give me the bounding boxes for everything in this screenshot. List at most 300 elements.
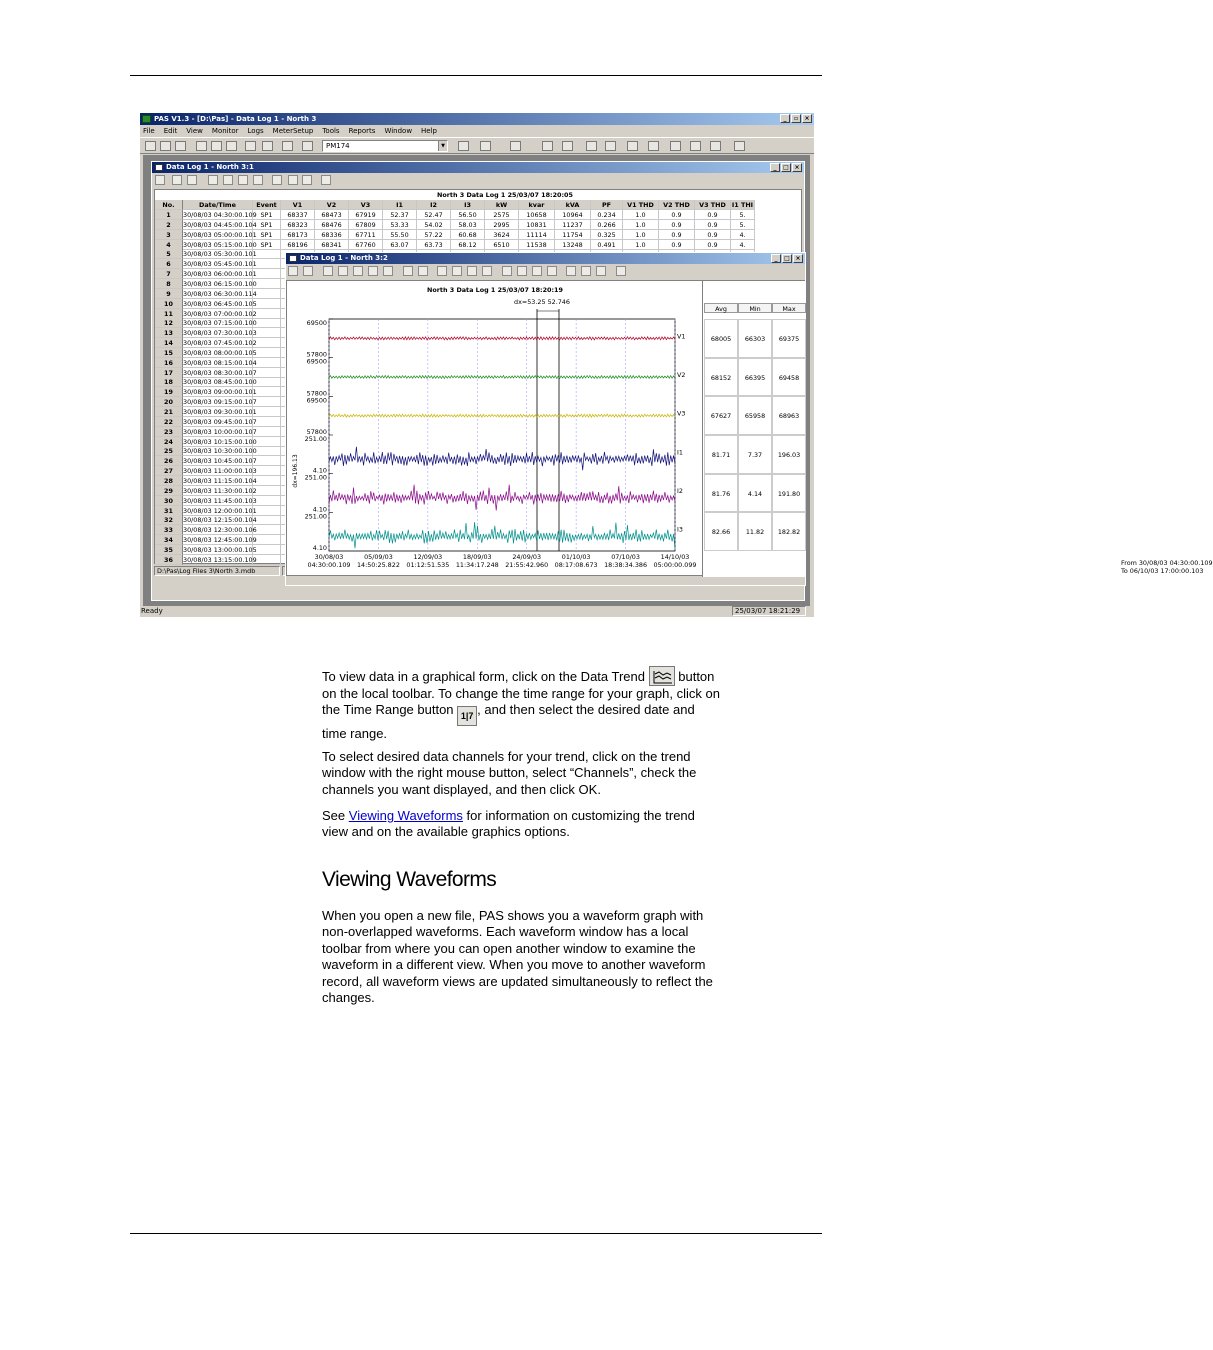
column-header: V3 THD bbox=[695, 200, 731, 210]
table-cell bbox=[253, 387, 281, 397]
close-button[interactable]: × bbox=[802, 114, 812, 123]
table-cell: 8 bbox=[155, 279, 183, 289]
y-tick-bottom: 4.10 bbox=[312, 466, 327, 475]
table-cell: 67760 bbox=[349, 240, 383, 250]
table-cell: 19 bbox=[155, 387, 183, 397]
data-trend-window bbox=[285, 252, 1213, 586]
marker-icon[interactable] bbox=[368, 266, 378, 276]
series-line-i1 bbox=[329, 447, 675, 470]
next-record-icon[interactable] bbox=[532, 266, 542, 276]
table-cell: 52.37 bbox=[383, 210, 417, 220]
channels-icon[interactable] bbox=[323, 266, 333, 276]
legend-icon[interactable] bbox=[353, 266, 363, 276]
help-icon[interactable] bbox=[616, 266, 626, 276]
table-cell bbox=[253, 535, 281, 545]
cut-icon[interactable] bbox=[196, 141, 207, 151]
channel-label: V1 bbox=[677, 332, 686, 341]
column-header: V2 THD bbox=[659, 200, 695, 210]
table-cell: 10831 bbox=[519, 220, 555, 230]
table-row[interactable] bbox=[155, 230, 805, 240]
x-tick-time: 01:12:51.535 bbox=[406, 561, 450, 569]
last-record-icon[interactable] bbox=[547, 266, 557, 276]
series-line-v1 bbox=[329, 337, 675, 340]
p1-text-b: button on the local toolbar. To change the time range for your graph, click on the Time Range button bbox=[322, 669, 720, 718]
monitor-icon[interactable] bbox=[542, 141, 553, 151]
zoom-out-icon[interactable] bbox=[418, 266, 428, 276]
column-header: V3 bbox=[349, 200, 383, 210]
table-cell bbox=[253, 358, 281, 368]
menu-reports[interactable]: Reports bbox=[348, 127, 376, 135]
help-icon[interactable] bbox=[734, 141, 745, 151]
stats-cell: 81.76 bbox=[704, 474, 738, 513]
table-cell: 11754 bbox=[555, 230, 591, 240]
table-cell bbox=[253, 407, 281, 417]
table-cell: 30/08/03 12:45:00.109 bbox=[183, 536, 257, 545]
trend-maximize-button[interactable]: □ bbox=[782, 254, 792, 263]
connect-icon[interactable] bbox=[302, 141, 313, 151]
paragraph-waveforms bbox=[322, 908, 722, 1006]
table-cell bbox=[253, 545, 281, 555]
y-tick-top: 69500 bbox=[306, 357, 327, 366]
app-titlebar bbox=[140, 113, 814, 125]
channel-label: V2 bbox=[677, 371, 686, 380]
column-header: I3 bbox=[451, 200, 485, 210]
table-cell: 34 bbox=[155, 535, 183, 545]
table-cell: 30/08/03 06:15:00.100 bbox=[183, 279, 257, 288]
x-tick-date: 18/09/03 bbox=[462, 553, 492, 561]
chevron-down-icon[interactable]: ▼ bbox=[438, 141, 447, 151]
app-title: PAS V1.3 - [D:\Pas] - Data Log 1 - North 3 bbox=[154, 115, 317, 123]
copy-icon[interactable] bbox=[211, 141, 222, 151]
expand-horizontal-icon[interactable] bbox=[467, 266, 477, 276]
status-ready: Ready bbox=[141, 607, 163, 615]
column-header: No. bbox=[155, 200, 183, 210]
minimize-button[interactable]: _ bbox=[780, 114, 790, 123]
table-cell: 30/08/03 07:45:00.102 bbox=[183, 339, 257, 348]
x-tick-time: 18:38:34.386 bbox=[604, 561, 648, 569]
table-cell: 30 bbox=[155, 496, 183, 506]
table-cell: 1.0 bbox=[623, 210, 659, 220]
paste-icon[interactable] bbox=[226, 141, 237, 151]
series-line-i2 bbox=[329, 485, 675, 511]
menu-monitor[interactable]: Monitor bbox=[211, 127, 239, 135]
table-cell bbox=[253, 289, 281, 299]
table-cell: 30/08/03 09:30:00.101 bbox=[183, 408, 257, 416]
table-cell: 10964 bbox=[555, 210, 591, 220]
table-row[interactable] bbox=[155, 220, 805, 230]
cursor-label: dx=53.25 52.746 bbox=[514, 298, 570, 306]
x-tick-date: 05/09/03 bbox=[364, 553, 393, 561]
stats-cell: 196.03 bbox=[772, 435, 806, 474]
table-cell: 68337 bbox=[281, 210, 315, 220]
table-cell: 30/08/03 10:30:00.100 bbox=[183, 447, 257, 456]
log-close-button[interactable]: × bbox=[792, 163, 802, 172]
column-header: kW bbox=[485, 200, 519, 210]
table-cell: 0.491 bbox=[591, 240, 623, 250]
table-cell: 0.9 bbox=[659, 240, 695, 250]
table-cell: 30/08/03 11:30:00.102 bbox=[183, 486, 257, 495]
setup-icon[interactable] bbox=[187, 175, 197, 185]
trend-window-titlebar bbox=[286, 253, 805, 264]
table-cell bbox=[253, 269, 281, 279]
series-line-i3 bbox=[329, 522, 675, 550]
log-window-title: Data Log 1 - North 3:1 bbox=[166, 163, 254, 171]
chart-title: North 3 Data Log 1 25/03/07 18:20:19 bbox=[427, 286, 563, 294]
stats-cell: 82.66 bbox=[704, 512, 738, 551]
table-cell: 0.9 bbox=[695, 230, 731, 240]
table-cell bbox=[253, 496, 281, 506]
y-tick-bottom: 57800 bbox=[306, 428, 327, 436]
calendar-icon[interactable] bbox=[648, 141, 659, 151]
column-header: I2 bbox=[417, 200, 451, 210]
log-icon[interactable] bbox=[670, 141, 681, 151]
axis-icon[interactable] bbox=[338, 266, 348, 276]
table-cell: 68.12 bbox=[451, 240, 485, 250]
table-cell bbox=[253, 417, 281, 427]
table-cell: 25 bbox=[155, 446, 183, 456]
y-tick-top: 69500 bbox=[306, 319, 327, 327]
channel-label: I2 bbox=[677, 487, 683, 496]
table-cell: 11538 bbox=[519, 240, 555, 250]
table-cell: 30/08/03 10:45:00.107 bbox=[183, 457, 257, 466]
trend-chart bbox=[287, 281, 702, 577]
table-cell: 13 bbox=[155, 328, 183, 338]
grid-title: North 3 Data Log 1 25/03/07 18:20:05 bbox=[437, 191, 573, 199]
next-record-icon[interactable] bbox=[238, 175, 248, 185]
series-line-v3 bbox=[329, 414, 675, 417]
stats-cell: 11.82 bbox=[738, 512, 772, 551]
table-cell bbox=[253, 506, 281, 516]
table-cell: 68341 bbox=[315, 240, 349, 250]
menu-view[interactable]: View bbox=[186, 127, 203, 135]
stats-cell: 81.71 bbox=[704, 435, 738, 474]
table-cell: 20 bbox=[155, 397, 183, 407]
table-cell: 3624 bbox=[485, 230, 519, 240]
table-row[interactable] bbox=[155, 240, 805, 250]
table-cell: 55.50 bbox=[383, 230, 417, 240]
table-cell: 30/08/03 05:00:00.101 bbox=[183, 230, 257, 239]
table-cell: 30/08/03 11:15:00.104 bbox=[183, 476, 257, 485]
table-cell: 30/08/03 05:30:00.101 bbox=[183, 250, 257, 259]
table-cell: 1.0 bbox=[623, 220, 659, 230]
stop-icon[interactable] bbox=[302, 175, 312, 185]
zoom-in-icon[interactable] bbox=[403, 266, 413, 276]
column-header: PF bbox=[591, 200, 623, 210]
stats-cell: 67627 bbox=[704, 396, 738, 435]
time-range-button-icon: 1|7 bbox=[457, 706, 477, 726]
channel-label: V3 bbox=[677, 409, 686, 418]
column-header: Date/Time bbox=[183, 200, 253, 210]
range-from: From 30/08/03 04:30:00.109 bbox=[1121, 559, 1213, 567]
table-cell: 14 bbox=[155, 338, 183, 348]
print-icon[interactable] bbox=[245, 141, 256, 151]
trend-window-title: Data Log 1 - North 3:2 bbox=[300, 254, 388, 262]
table-cell: 30/08/03 12:30:00.106 bbox=[183, 526, 257, 535]
bottom-rule bbox=[130, 1233, 822, 1234]
table-cell bbox=[253, 427, 281, 437]
table-cell: SP1 bbox=[253, 210, 281, 220]
trend-chart-area[interactable] bbox=[286, 280, 1213, 576]
table-cell bbox=[253, 437, 281, 447]
menu-help[interactable]: Help bbox=[421, 127, 438, 135]
table-cell bbox=[253, 348, 281, 358]
log-maximize-button[interactable]: □ bbox=[781, 163, 791, 172]
table-cell: 57.22 bbox=[417, 230, 451, 240]
table-cell: 2575 bbox=[485, 210, 519, 220]
filter-icon[interactable] bbox=[172, 175, 182, 185]
table-cell: 30/08/03 07:00:00.102 bbox=[183, 309, 257, 318]
table-cell: 23 bbox=[155, 427, 183, 437]
x-tick-time: 05:00:00.099 bbox=[653, 561, 697, 569]
table-cell: 0.9 bbox=[695, 220, 731, 230]
upload-icon[interactable] bbox=[510, 141, 521, 151]
table-cell: 26 bbox=[155, 456, 183, 466]
menu-edit[interactable]: Edit bbox=[163, 127, 178, 135]
table-cell: 68476 bbox=[315, 220, 349, 230]
table-cell: 0.9 bbox=[695, 240, 731, 250]
column-header: kVA bbox=[555, 200, 591, 210]
menu-tools[interactable]: Tools bbox=[322, 127, 340, 135]
device-select[interactable] bbox=[322, 140, 448, 152]
table-cell: 0.9 bbox=[659, 210, 695, 220]
stats-header: Max bbox=[772, 303, 806, 313]
x-tick-time: 21:55:42.960 bbox=[505, 561, 549, 569]
table-cell: 30/08/03 07:30:00.103 bbox=[183, 329, 257, 338]
table-row[interactable] bbox=[155, 210, 805, 220]
mdi-workspace bbox=[143, 155, 1213, 606]
column-header: V1 THD bbox=[623, 200, 659, 210]
table-cell: 30/08/03 08:00:00.105 bbox=[183, 348, 257, 357]
y-side-label: dx=196.13 bbox=[292, 454, 299, 488]
p4-text: When you open a new file, PAS shows you a waveform graph with non-overlapped waveforms. Each waveform window has a local toolbar from where you can open another window to examine the waveform in a different view. When you move to another waveform record, all waveform views are updated simultaneously to reflect the changes. bbox=[322, 908, 713, 1006]
y-tick-bottom: 57800 bbox=[306, 350, 327, 359]
table-cell bbox=[253, 446, 281, 456]
table-cell: 68323 bbox=[281, 220, 315, 230]
stats-cell: 69375 bbox=[772, 319, 806, 358]
table-cell: 0.234 bbox=[591, 210, 623, 220]
undo-icon[interactable] bbox=[288, 175, 298, 185]
stats-header: Avg bbox=[704, 303, 738, 313]
table-cell: 10658 bbox=[519, 210, 555, 220]
y-tick-bottom: 57800 bbox=[306, 389, 327, 398]
log-export-icon[interactable] bbox=[710, 141, 721, 151]
window-icon bbox=[289, 255, 297, 262]
table-cell: 17 bbox=[155, 368, 183, 378]
table-cell: 2 bbox=[155, 220, 183, 230]
table-cell bbox=[253, 299, 281, 309]
table-cell: 5. bbox=[731, 220, 755, 230]
table-cell: SP1 bbox=[253, 240, 281, 250]
table-cell: 3 bbox=[155, 230, 183, 240]
menu-bar bbox=[140, 125, 814, 137]
pas-app-icon bbox=[142, 115, 151, 123]
p1-text-c: , and then select the desired date and time range. bbox=[322, 702, 695, 742]
download-icon[interactable] bbox=[480, 141, 491, 151]
table-cell bbox=[253, 279, 281, 289]
table-cell: 30/08/03 09:00:00.101 bbox=[183, 388, 257, 397]
help-icon[interactable] bbox=[321, 175, 331, 185]
properties-icon[interactable] bbox=[282, 141, 293, 151]
log-graph-icon[interactable] bbox=[690, 141, 701, 151]
table-cell bbox=[253, 555, 281, 565]
menu-metersetup[interactable]: MeterSetup bbox=[272, 127, 314, 135]
table-cell: 30/08/03 12:00:00.101 bbox=[183, 506, 257, 515]
stats-cell: 68152 bbox=[704, 358, 738, 397]
table-cell: 0.9 bbox=[659, 220, 695, 230]
jump-icon[interactable] bbox=[272, 175, 282, 185]
table-cell bbox=[253, 249, 281, 259]
table-cell: 31 bbox=[155, 506, 183, 516]
x-tick-time: 08:17:08.673 bbox=[554, 561, 598, 569]
status-file-pane-1: D:\Pas\Log Files 3\North 3.mdb bbox=[154, 566, 280, 576]
options-icon[interactable] bbox=[383, 266, 393, 276]
first-record-icon[interactable] bbox=[208, 175, 218, 185]
preview-icon[interactable] bbox=[262, 141, 273, 151]
expand-vertical-icon[interactable] bbox=[437, 266, 447, 276]
table-cell: 33 bbox=[155, 525, 183, 535]
table-cell: 30/08/03 09:45:00.107 bbox=[183, 417, 257, 426]
table-cell: 11114 bbox=[519, 230, 555, 240]
table-cell: 30/08/03 08:30:00.107 bbox=[183, 368, 257, 377]
stop-icon[interactable] bbox=[596, 266, 606, 276]
table-cell: 30/08/03 08:15:00.104 bbox=[183, 358, 257, 367]
trend-icon[interactable] bbox=[562, 141, 573, 151]
stats-cell: 69458 bbox=[772, 358, 806, 397]
first-record-icon[interactable] bbox=[502, 266, 512, 276]
series-line-v2 bbox=[329, 376, 675, 379]
stop-icon[interactable] bbox=[605, 141, 616, 151]
app-status-bar bbox=[140, 606, 814, 617]
table-cell: 30/08/03 04:30:00.109 bbox=[183, 211, 257, 219]
table-cell bbox=[253, 525, 281, 535]
table-cell: 30/08/03 13:00:00.105 bbox=[183, 545, 257, 554]
table-cell bbox=[253, 309, 281, 319]
table-cell: 67711 bbox=[349, 230, 383, 240]
y-tick-bottom: 4.10 bbox=[312, 505, 327, 514]
save-icon[interactable] bbox=[160, 141, 171, 151]
x-tick-time: 04:30:00.109 bbox=[307, 561, 351, 569]
jump-icon[interactable] bbox=[566, 266, 576, 276]
prev-record-icon[interactable] bbox=[223, 175, 233, 185]
last-record-icon[interactable] bbox=[253, 175, 263, 185]
table-cell: 13248 bbox=[555, 240, 591, 250]
delete-icon[interactable] bbox=[586, 141, 597, 151]
table-cell: 30/08/03 09:15:00.107 bbox=[183, 398, 257, 407]
grid-header-row bbox=[155, 200, 805, 210]
x-tick-date: 14/10/03 bbox=[660, 553, 690, 561]
stats-panel bbox=[702, 281, 1213, 577]
viewing-waveforms-link[interactable]: Viewing Waveforms bbox=[348, 808, 463, 823]
y-tick-top: 251.00 bbox=[304, 435, 327, 443]
table-icon[interactable] bbox=[458, 141, 469, 151]
table-cell: 52.47 bbox=[417, 210, 451, 220]
channel-label: I1 bbox=[677, 448, 683, 457]
x-tick-date: 12/09/03 bbox=[413, 553, 443, 561]
table-cell: 30/08/03 06:45:00.105 bbox=[183, 299, 257, 308]
table-cell: 30/08/03 10:15:00.100 bbox=[183, 437, 257, 446]
stats-cell: 68963 bbox=[772, 396, 806, 435]
table-view-icon[interactable] bbox=[288, 266, 298, 276]
channel-label: I3 bbox=[677, 525, 683, 534]
table-cell bbox=[253, 466, 281, 476]
table-cell: 68473 bbox=[315, 210, 349, 220]
table-cell: 28 bbox=[155, 476, 183, 486]
table-cell: 68173 bbox=[281, 230, 315, 240]
table-cell bbox=[253, 476, 281, 486]
data-trend-button-icon bbox=[649, 666, 675, 686]
table-cell: 30/08/03 07:15:00.100 bbox=[183, 319, 257, 328]
reset-icon[interactable] bbox=[627, 141, 638, 151]
table-cell: 4. bbox=[731, 230, 755, 240]
table-cell bbox=[253, 397, 281, 407]
table-cell: 10 bbox=[155, 299, 183, 309]
table-cell: 0.9 bbox=[659, 230, 695, 240]
table-cell bbox=[253, 328, 281, 338]
table-cell: 30/08/03 13:15:00.109 bbox=[183, 555, 257, 564]
table-cell: 6510 bbox=[485, 240, 519, 250]
table-cell bbox=[253, 368, 281, 378]
open-icon[interactable] bbox=[145, 141, 156, 151]
log-window-titlebar bbox=[152, 162, 804, 173]
table-cell bbox=[253, 456, 281, 466]
column-header: I1 bbox=[383, 200, 417, 210]
trend-close-button[interactable]: × bbox=[793, 254, 803, 263]
restore-button[interactable]: ▫ bbox=[791, 114, 801, 123]
table-cell: 68196 bbox=[281, 240, 315, 250]
table-cell: 30/08/03 08:45:00.100 bbox=[183, 378, 257, 387]
paragraph-see-also bbox=[322, 808, 722, 841]
table-cell: 5 bbox=[155, 249, 183, 259]
table-cell: 54.02 bbox=[417, 220, 451, 230]
p3-text-b: for information on customizing the trend view and on the available graphics options. bbox=[322, 808, 695, 840]
menu-file[interactable]: File bbox=[143, 127, 155, 135]
menu-window[interactable]: Window bbox=[384, 127, 413, 135]
y-tick-bottom: 4.10 bbox=[312, 544, 327, 552]
shrink-horizontal-icon[interactable] bbox=[482, 266, 492, 276]
table-cell: 24 bbox=[155, 437, 183, 447]
table-cell: 68336 bbox=[315, 230, 349, 240]
plot-frame bbox=[329, 319, 675, 551]
column-header: I1 THI bbox=[731, 201, 754, 209]
table-cell: SP1 bbox=[253, 220, 281, 230]
undo-icon[interactable] bbox=[581, 266, 591, 276]
table-cell: 21 bbox=[155, 407, 183, 417]
table-cell bbox=[253, 515, 281, 525]
prev-record-icon[interactable] bbox=[517, 266, 527, 276]
shrink-vertical-icon[interactable] bbox=[452, 266, 462, 276]
table-cell: 67919 bbox=[349, 210, 383, 220]
menu-logs[interactable]: Logs bbox=[247, 127, 264, 135]
trend-minimize-button[interactable]: _ bbox=[771, 254, 781, 263]
table-cell: 11 bbox=[155, 309, 183, 319]
table-cell: 30/08/03 05:45:00.101 bbox=[183, 260, 257, 269]
table-cell: 32 bbox=[155, 515, 183, 525]
table-cell: 15 bbox=[155, 348, 183, 358]
p1-text-a: To view data in a graphical form, click on the Data Trend bbox=[322, 669, 645, 684]
stats-cell: 4.14 bbox=[738, 474, 772, 513]
table-cell: 1.0 bbox=[623, 240, 659, 250]
y-tick-top: 251.00 bbox=[304, 473, 327, 482]
table-cell bbox=[253, 377, 281, 387]
main-toolbar bbox=[140, 137, 814, 154]
table-cell: 0.325 bbox=[591, 230, 623, 240]
log-minimize-button[interactable]: _ bbox=[770, 163, 780, 172]
time-range-icon[interactable] bbox=[303, 266, 313, 276]
save-all-icon[interactable] bbox=[175, 141, 186, 151]
table-cell: 12 bbox=[155, 318, 183, 328]
table-cell: 4 bbox=[155, 240, 183, 250]
data-trend-icon[interactable] bbox=[155, 175, 165, 185]
